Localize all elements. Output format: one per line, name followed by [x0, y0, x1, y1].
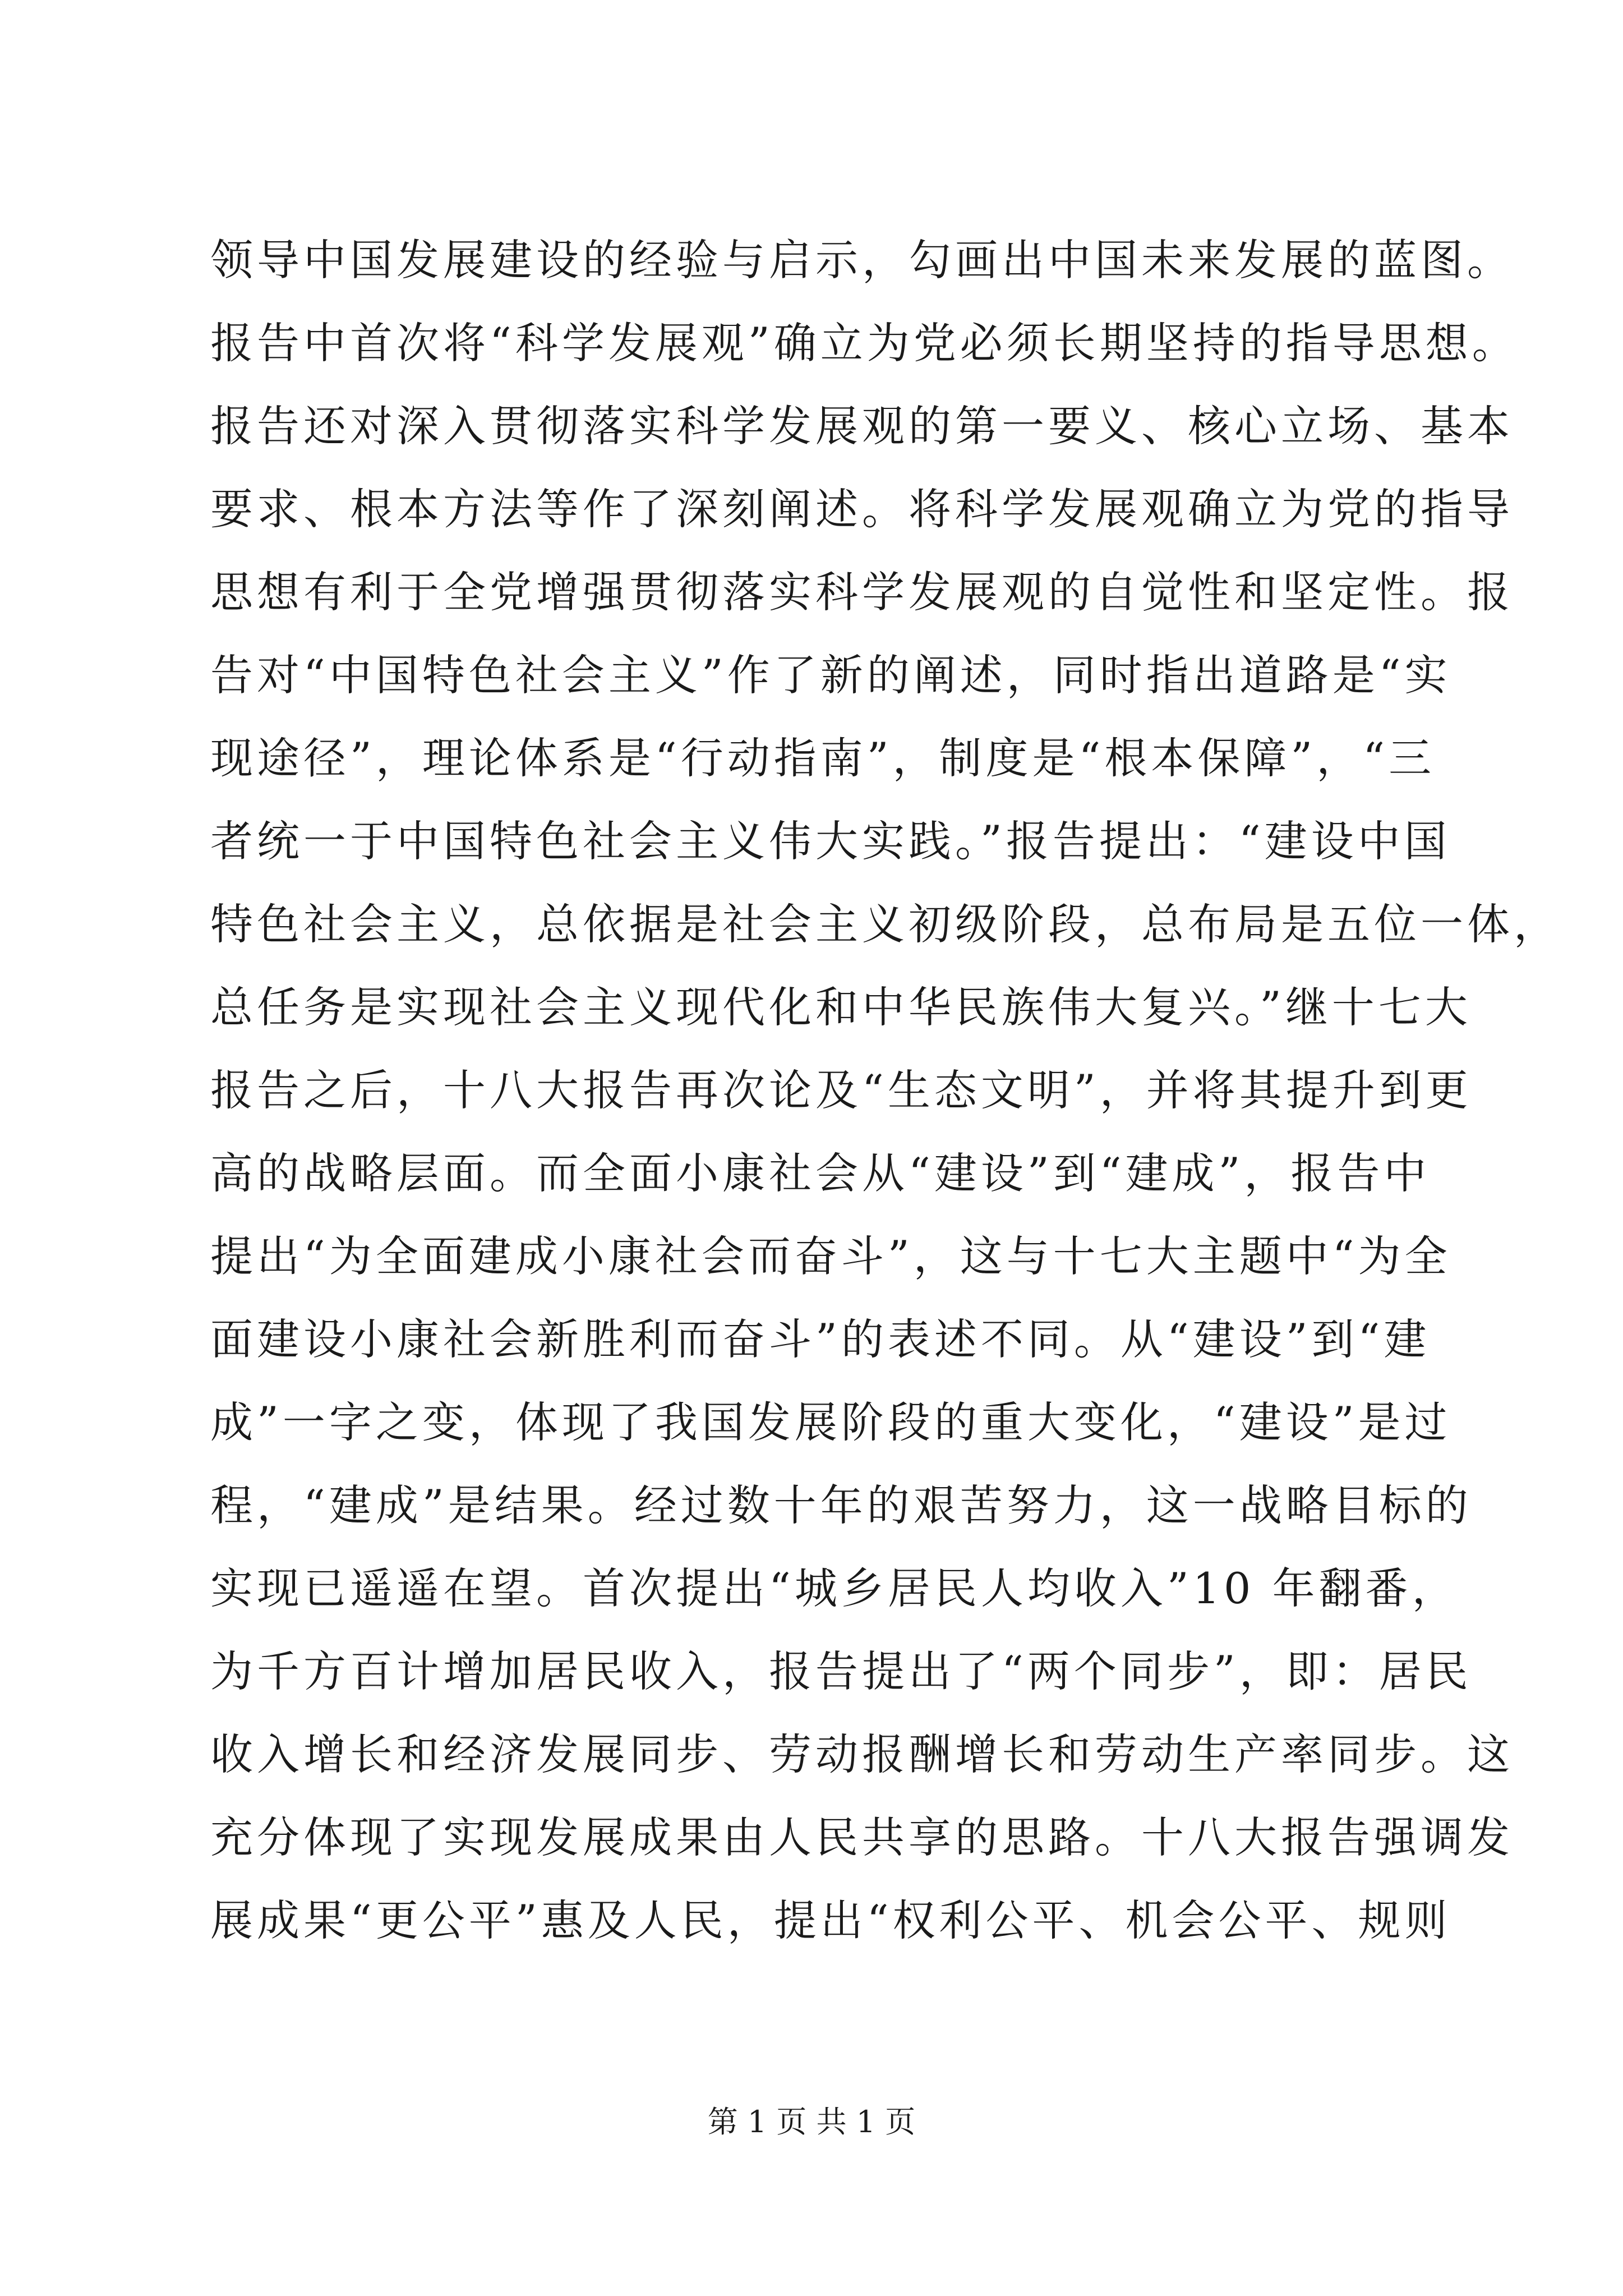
text-line: 程，“建成”是结果。经过数十年的艰苦努力，这一战略目标的: [210, 1480, 1472, 1530]
text-line: 报告还对深入贯彻落实科学发展观的第一要义、核心立场、基本: [210, 401, 1514, 451]
text-line: 告对“中国特色社会主义”作了新的阐述，同时指出道路是“实: [210, 650, 1451, 700]
text-line: 现途径”，理论体系是“行动指南”，制度是“根本保障”，“三: [210, 733, 1436, 783]
text-line: 实现已遥遥在望。首次提出“城乡居民人均收入”10 年翻番，: [210, 1563, 1459, 1613]
text-line: 思想有利于全党增强贯彻落实科学发展观的自觉性和坚定性。报: [210, 567, 1514, 617]
page-number: 第 1 页 共 1 页: [707, 2104, 916, 2139]
text-line: 报告之后，十八大报告再次论及“生态文明”，并将其提升到更: [210, 1065, 1472, 1115]
text-line: 报告中首次将“科学发展观”确立为党必须长期坚持的指导思想。: [210, 318, 1519, 368]
page-footer: [0, 2102, 1623, 2142]
text-line: 领导中国发展建设的经验与启示，勾画出中国未来发展的蓝图。: [210, 235, 1514, 285]
text-line: 充分体现了实现发展成果由人民共享的思路。十八大报告强调发: [210, 1812, 1514, 1862]
text-line: 提出“为全面建成小康社会而奋斗”，这与十七大主题中“为全: [210, 1231, 1451, 1281]
text-line: 成”一字之变，体现了我国发展阶段的重大变化，“建设”是过: [210, 1397, 1451, 1447]
text-line: 总任务是实现社会主义现代化和中华民族伟大复兴。”继十七大: [210, 982, 1472, 1032]
text-line: 展成果“更公平”惠及人民，提出“权利公平、机会公平、规则: [210, 1895, 1451, 1945]
text-line: 特色社会主义，总依据是社会主义初级阶段，总布局是五位一体，: [210, 899, 1560, 949]
text-line: 要求、根本方法等作了深刻阐述。将科学发展观确立为党的指导: [210, 484, 1514, 534]
text-line: 者统一于中国特色社会主义伟大实践。”报告提出：“建设中国: [210, 816, 1451, 866]
body-text: [210, 219, 1560, 1962]
text-line: 面建设小康社会新胜利而奋斗”的表述不同。从“建设”到“建: [210, 1314, 1431, 1364]
text-line: 为千方百计增加居民收入，报告提出了“两个同步”，即：居民: [210, 1646, 1472, 1696]
text-line: 高的战略层面。而全面小康社会从“建设”到“建成”，报告中: [210, 1148, 1431, 1198]
text-line: 收入增长和经济发展同步、劳动报酬增长和劳动生产率同步。这: [210, 1729, 1514, 1779]
